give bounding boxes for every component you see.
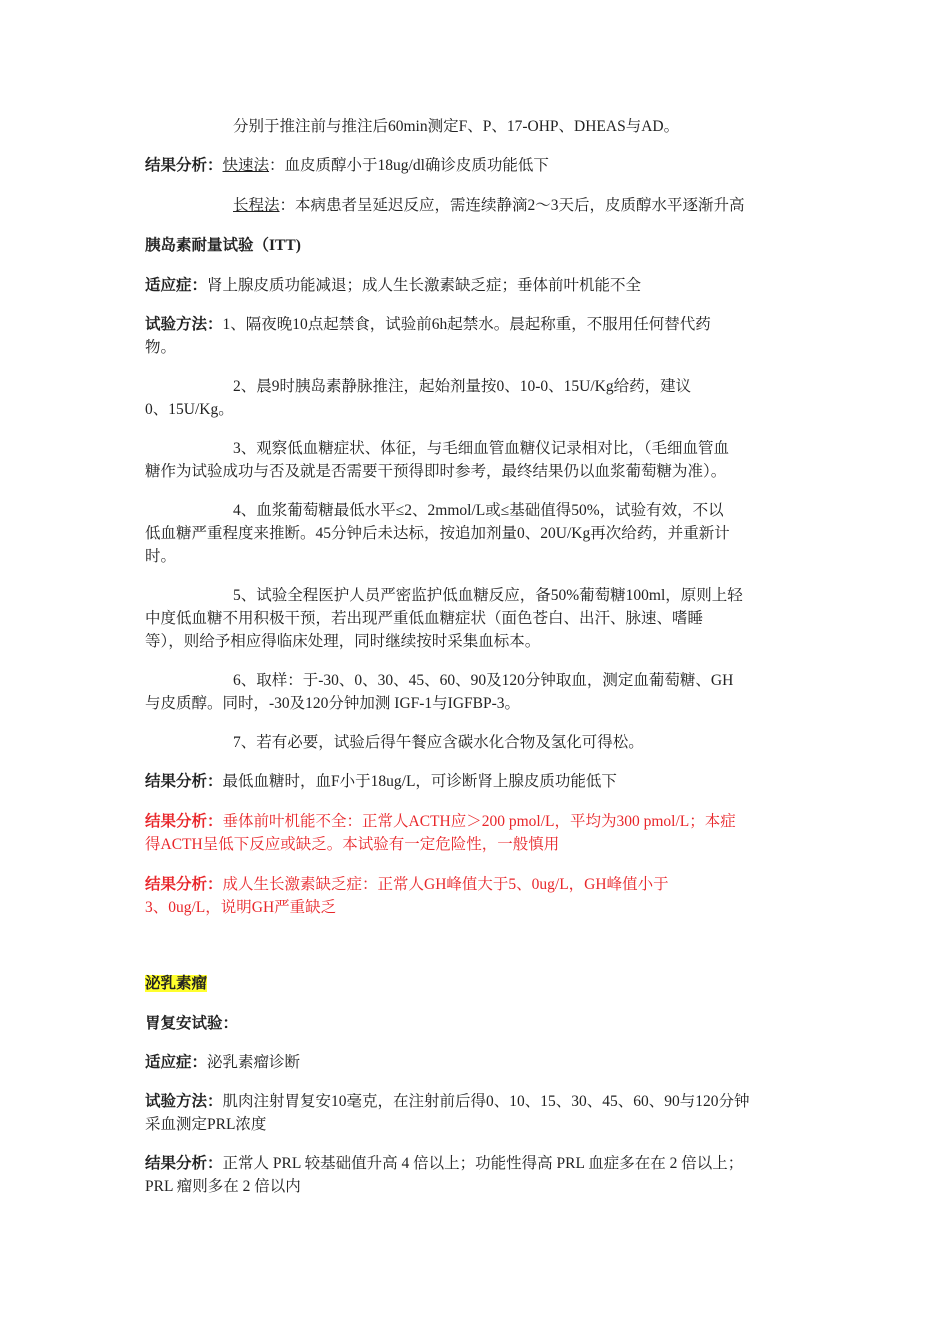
result-label: 结果分析： — [145, 157, 223, 174]
method-2b-line-a: 肌肉注射胃复安10毫克，在注射前后得0、10、15、30、45、60、90与120分钟 — [222, 1093, 750, 1110]
highlighted-heading: 泌乳素瘤 — [145, 975, 208, 992]
paragraph-method-1 — [145, 313, 805, 336]
long-method-label: 长程法 — [233, 197, 280, 214]
indication-label: 适应症： — [145, 1054, 208, 1071]
paragraph-method-2 — [145, 1090, 805, 1113]
method-4-line-c: 时。 — [145, 548, 177, 565]
method-5-line-b: 中度低血糖不用积极干预，若出现严重低血糖症状（面色苍白、出汗、脉速、嗜睡 — [145, 610, 704, 627]
result-4-line-b: PRL 瘤则多在 2 倍以内 — [145, 1178, 301, 1195]
paragraph-result-3 — [145, 873, 805, 896]
paragraph-indication-2 — [145, 1051, 805, 1074]
method-label: 试验方法： — [145, 316, 223, 333]
method-1-line-a: 1、隔夜晚10点起禁食，试验前6h起禁水。晨起称重，不服用任何替代药 — [222, 316, 711, 333]
result-label: 结果分析： — [145, 1155, 223, 1172]
method-4-line-b: 低血糖严重程度来推断。45分钟后未达标，按追加剂量0、20U/Kg再次给药，并重新计 — [145, 525, 730, 542]
method-6-line-b: 与皮质醇。同时，-30及120分钟加测 IGF-1与IGFBP-3。 — [145, 695, 521, 712]
method-7: 7、若有必要，试验后得午餐应含碳水化合物及氢化可得松。 — [233, 734, 644, 751]
result-4-line-a: 正常人 PRL 较基础值升高 4 倍以上；功能性得高 PRL 血症多在在 2 倍以上； — [222, 1155, 744, 1172]
indication-2-text: 泌乳素瘤诊断 — [207, 1054, 301, 1071]
method-label: 试验方法： — [145, 1093, 223, 1110]
paragraph-result-1 — [145, 770, 805, 793]
indication-text: 肾上腺皮质功能减退；成人生长激素缺乏症；垂体前叶机能不全 — [207, 277, 642, 294]
paragraph-result-2 — [145, 810, 805, 833]
paragraph-indication — [145, 274, 805, 297]
heading-metoclopramide-test: 胃复安试验： — [145, 1015, 239, 1032]
heading-prolactinoma — [145, 972, 805, 995]
long-method-text: ：本病患者呈延迟反应，需连续静滴2～3天后，皮质醇水平逐渐升高 — [279, 197, 745, 214]
method-2-line-a: 2、晨9时胰岛素静脉推注，起始剂量按0、10-0、15U/Kg给药，建议 — [233, 378, 692, 395]
result-2-line-a: 垂体前叶机能不全：正常人ACTH应＞200 pmol/L，平均为300 pmol/L；本症 — [222, 813, 736, 830]
paragraph-result-4 — [145, 1152, 805, 1175]
indication-label: 适应症： — [145, 277, 208, 294]
method-3-line-b: 糖作为试验成功与否及就是否需要干预得即时参考，最终结果仍以血浆葡萄糖为准）。 — [145, 463, 727, 480]
result-1-text: 最低血糖时，血F小于18ug/L，可诊断肾上腺皮质功能低下 — [222, 773, 617, 790]
paragraph-result-fast — [145, 154, 805, 177]
result-3-line-b: 3、0ug/L，说明GH严重缺乏 — [145, 899, 337, 916]
paragraph-measure-times: 分别于推注前与推注后60min测定F、P、17-OHP、DHEAS与AD。 — [233, 118, 680, 135]
result-label: 结果分析： — [145, 876, 223, 893]
fast-method-label: 快速法 — [222, 157, 270, 174]
result-3-line-a: 成人生长激素缺乏症：正常人GH峰值大于5、0ug/L，GH峰值小于 — [222, 876, 669, 893]
method-1-line-b: 物。 — [145, 339, 177, 356]
method-2b-line-b: 采血测定PRL浓度 — [145, 1116, 267, 1133]
paragraph-result-long — [233, 194, 893, 217]
result-2-line-b: 得ACTH呈低下反应或缺乏。本试验有一定危险性，一般慎用 — [145, 836, 560, 853]
method-5-line-c: 等），则给予相应得临床处理，同时继续按时采集血标本。 — [145, 633, 541, 650]
heading-itt: 胰岛素耐量试验（ITT) — [145, 237, 301, 254]
method-3-line-a: 3、观察低血糖症状、体征，与毛细血管血糖仪记录相对比，（毛细血管血 — [233, 440, 730, 457]
method-5-line-a: 5、试验全程医护人员严密监护低血糖反应，备50%葡萄糖100ml，原则上轻 — [233, 587, 743, 604]
method-2-line-b: 0、15U/Kg。 — [145, 401, 234, 418]
method-4-line-a: 4、血浆葡萄糖最低水平≤2、2mmol/L或≤基础值得50%，试验有效，不以 — [233, 502, 724, 519]
result-label: 结果分析： — [145, 773, 223, 790]
method-6-line-a: 6、取样：于-30、0、30、45、60、90及120分钟取血，测定血葡萄糖、GH — [233, 672, 734, 689]
fast-method-text: ：血皮质醇小于18ug/dl确诊皮质功能低下 — [269, 157, 549, 174]
result-label: 结果分析： — [145, 813, 223, 830]
